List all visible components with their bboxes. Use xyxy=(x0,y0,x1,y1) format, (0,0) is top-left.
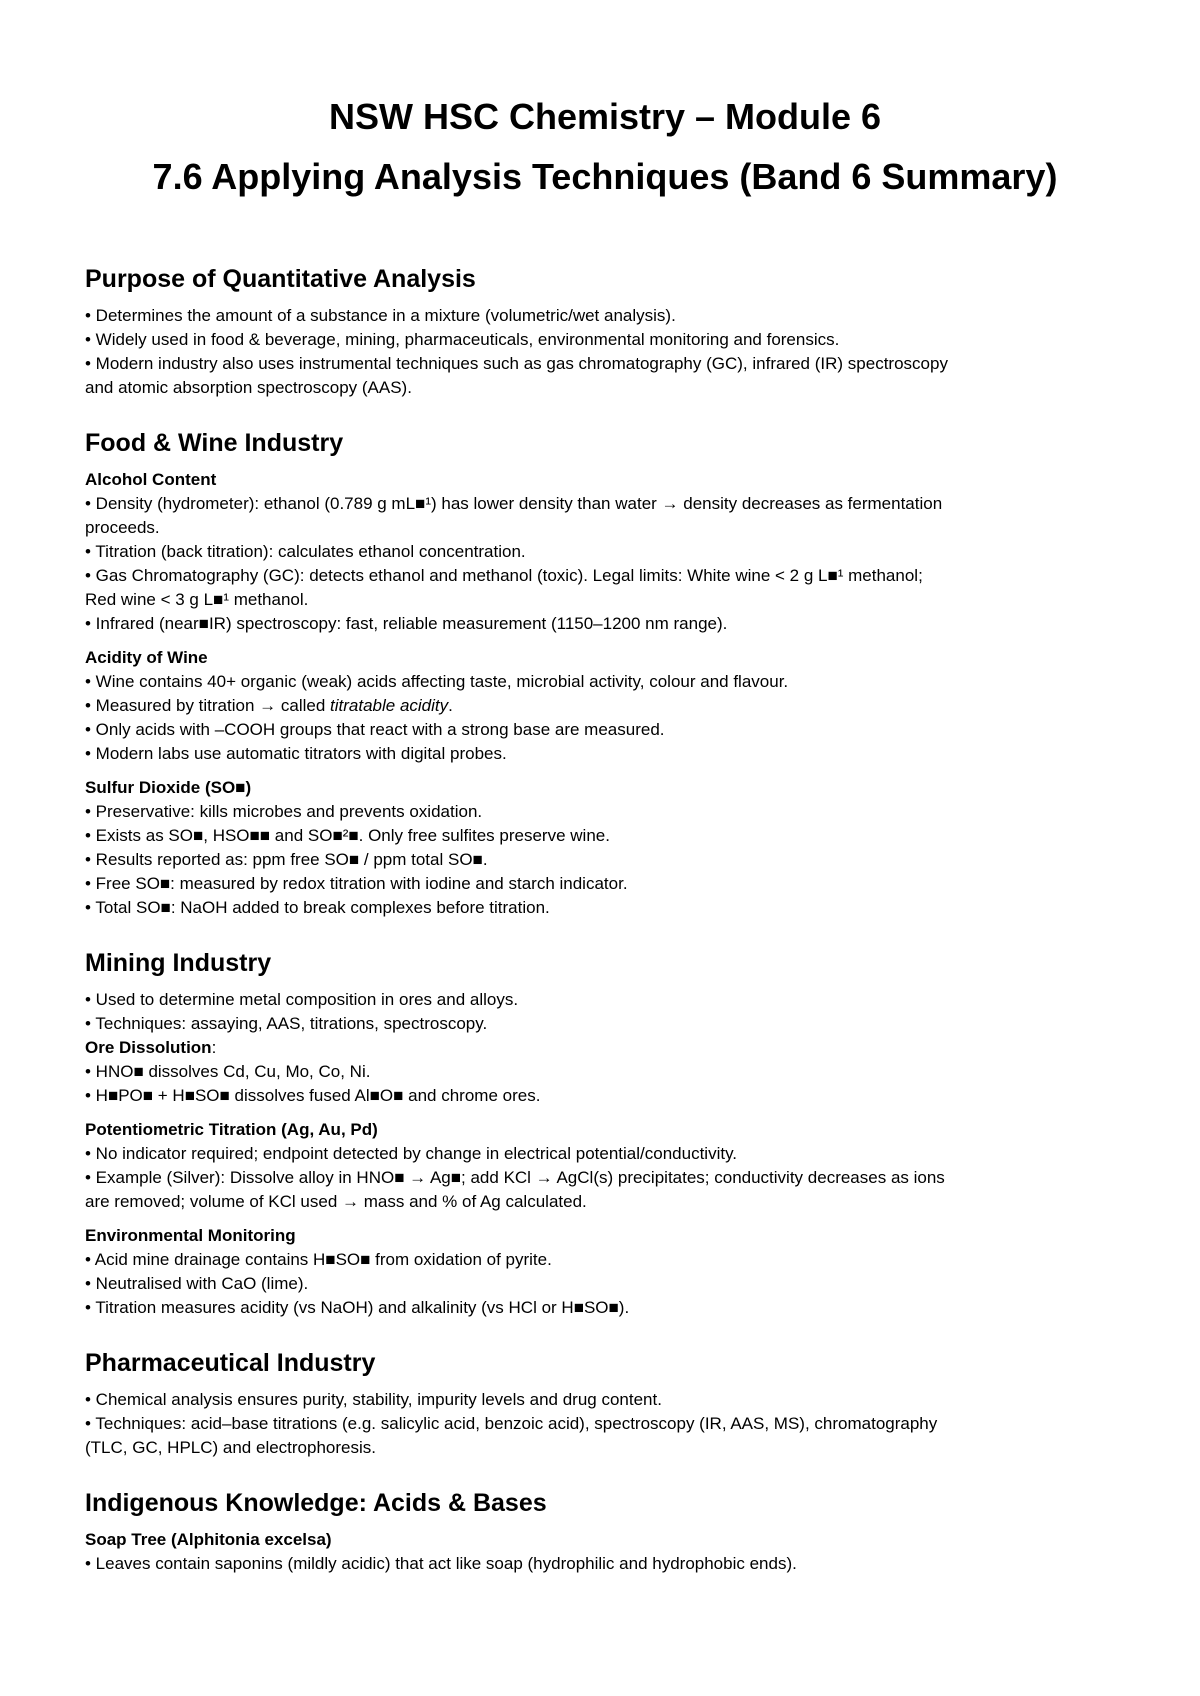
bullet xyxy=(85,694,1125,718)
bullet: • No indicator required; endpoint detected by change in electrical potential/conductivity. xyxy=(85,1144,738,1163)
section-pharmaceutical xyxy=(85,1348,1125,1460)
emphasis-term: titratable acidity xyxy=(330,696,449,715)
bullet: • Results reported as: ppm free SO■ / ppm total SO■. xyxy=(85,850,488,869)
bullet: • Modern labs use automatic titrators with digital probes. xyxy=(85,744,507,763)
bullet: • Infrared (near■IR) spectroscopy: fast, reliable measurement (1150–1200 nm range). xyxy=(85,614,728,633)
title-line-1: NSW HSC Chemistry – Module 6 xyxy=(328,96,882,137)
subsection-heading: Potentiometric Titration (Ag, Au, Pd) xyxy=(85,1120,378,1139)
bullet: • Techniques: assaying, AAS, titrations, spectroscopy. xyxy=(85,1014,488,1033)
section-heading: Food & Wine Industry xyxy=(85,429,344,457)
section-heading: Purpose of Quantitative Analysis xyxy=(85,265,476,293)
bullet: • Neutralised with CaO (lime). xyxy=(85,1274,309,1293)
document-title xyxy=(85,88,1125,206)
subsection-heading: Environmental Monitoring xyxy=(85,1226,296,1245)
bullet-continuation: (TLC, GC, HPLC) and electrophoresis. xyxy=(85,1438,376,1457)
bullet: • Titration measures acidity (vs NaOH) and alkalinity (vs HCl or H■SO■). xyxy=(85,1298,630,1317)
section-heading: Mining Industry xyxy=(85,949,272,977)
bullet: • Gas Chromatography (GC): detects ethanol and methanol (toxic). Legal limits: White wine < 2 g L■¹ methanol; xyxy=(85,566,923,585)
bullet: • Chemical analysis ensures purity, stability, impurity levels and drug content. xyxy=(85,1390,662,1409)
subsection-environmental xyxy=(85,1224,1125,1320)
subsection-so2 xyxy=(85,776,1125,920)
bullet: • Titration (back titration): calculates ethanol concentration. xyxy=(85,542,526,561)
subsection-potentiometric xyxy=(85,1118,1125,1214)
section-indigenous xyxy=(85,1488,1125,1576)
bullet: • Techniques: acid–base titrations (e.g. salicylic acid, benzoic acid), spectroscopy (IR, AAS, MS), chromatography xyxy=(85,1414,938,1433)
section-food-wine xyxy=(85,428,1125,920)
bullet: • HNO■ dissolves Cd, Cu, Mo, Co, Ni. xyxy=(85,1062,371,1081)
bullet-continuation: are removed; volume of KCl used → mass and % of Ag calculated. xyxy=(85,1192,587,1211)
bullet-text: . xyxy=(448,696,453,715)
bullet: • Leaves contain saponins (mildly acidic) that act like soap (hydrophilic and hydrophobic ends). xyxy=(85,1554,797,1573)
bullet: • Wine contains 40+ organic (weak) acids affecting taste, microbial activity, colour and flavour. xyxy=(85,672,789,691)
section-mining xyxy=(85,948,1125,1320)
bullet-continuation: and atomic absorption spectroscopy (AAS). xyxy=(85,378,412,397)
subsection-heading: Sulfur Dioxide (SO■) xyxy=(85,778,252,797)
subsection-soap-tree xyxy=(85,1528,1125,1576)
ore-dissolution-label xyxy=(85,1036,1125,1060)
bullet: • Determines the amount of a substance in a mixture (volumetric/wet analysis). xyxy=(85,306,676,325)
title-line-2: 7.6 Applying Analysis Techniques (Band 6 Summary) xyxy=(152,156,1058,197)
bullet: • Exists as SO■, HSO■■ and SO■²■. Only free sulfites preserve wine. xyxy=(85,826,610,845)
bullet-continuation: Red wine < 3 g L■¹ methanol. xyxy=(85,590,309,609)
bullet: • Example (Silver): Dissolve alloy in HNO■ → Ag■; add KCl → AgCl(s) precipitates; conductivity decreases as ions xyxy=(85,1168,945,1187)
bullet: • Widely used in food & beverage, mining, pharmaceuticals, environmental monitoring and forensics. xyxy=(85,330,840,349)
subsection-heading: Soap Tree (Alphitonia excelsa) xyxy=(85,1530,332,1549)
bullet: • Acid mine drainage contains H■SO■ from oxidation of pyrite. xyxy=(85,1250,552,1269)
bullet-continuation: proceeds. xyxy=(85,518,160,537)
bullet: • H■PO■ + H■SO■ dissolves fused Al■O■ and chrome ores. xyxy=(85,1086,541,1105)
bullet: • Preservative: kills microbes and prevents oxidation. xyxy=(85,802,483,821)
bullet: • Density (hydrometer): ethanol (0.789 g mL■¹) has lower density than water → density decreases as fermentation xyxy=(85,494,943,513)
document-page xyxy=(85,88,1125,1576)
section-heading: Pharmaceutical Industry xyxy=(85,1349,376,1377)
bullet: • Free SO■: measured by redox titration with iodine and starch indicator. xyxy=(85,874,628,893)
inline-heading: Ore Dissolution xyxy=(85,1038,212,1057)
bullet-text: • Measured by titration → called xyxy=(85,696,331,715)
bullet: • Only acids with –COOH groups that react with a strong base are measured. xyxy=(85,720,665,739)
subsection-alcohol xyxy=(85,468,1125,636)
subsection-heading: Acidity of Wine xyxy=(85,648,208,667)
bullet: • Total SO■: NaOH added to break complexes before titration. xyxy=(85,898,550,917)
colon: : xyxy=(211,1038,217,1057)
bullet: • Modern industry also uses instrumental techniques such as gas chromatography (GC), infrared (IR) spectroscopy xyxy=(85,354,948,373)
subsection-acidity xyxy=(85,646,1125,766)
section-heading: Indigenous Knowledge: Acids & Bases xyxy=(85,1489,547,1517)
subsection-heading: Alcohol Content xyxy=(85,470,217,489)
bullet: • Used to determine metal composition in ores and alloys. xyxy=(85,990,519,1009)
section-purpose xyxy=(85,264,1125,400)
